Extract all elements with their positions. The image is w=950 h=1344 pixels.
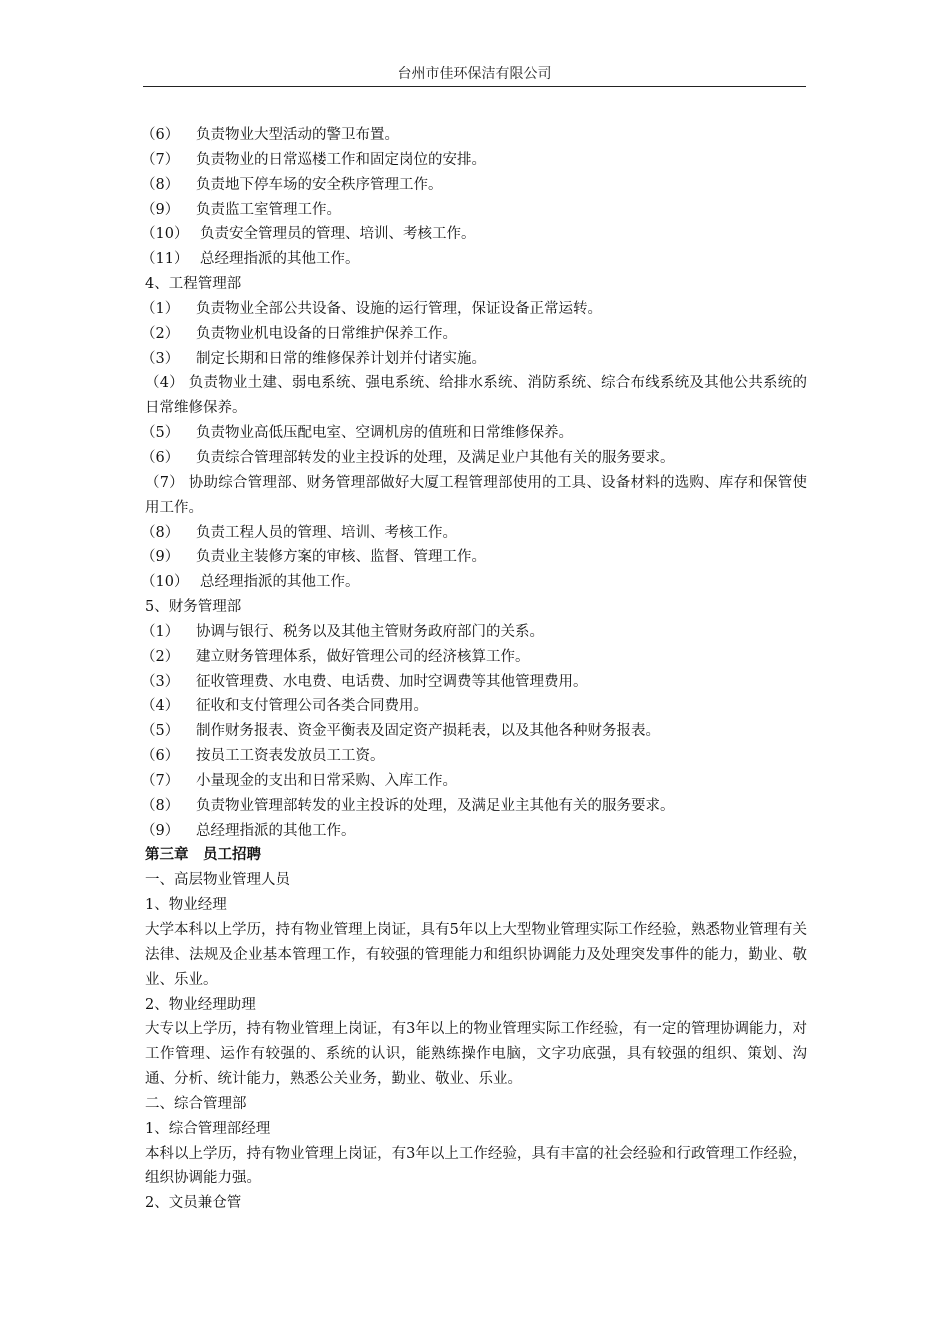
subsection-heading: 1、综合管理部经理	[145, 1120, 271, 1137]
paragraph: 本科以上学历，持有物业管理上岗证，有3年以上工作经验，具有丰富的社会经验和行政管理工作经验，组织协调能力强。	[145, 1145, 807, 1187]
list-item: （1） 负责物业全部公共设备、设施的运行管理，保证设备正常运转。	[141, 300, 602, 317]
list-item: （1） 协调与银行、税务以及其他主管财务政府部门的关系。	[141, 623, 544, 640]
list-item: （8） 负责物业管理部转发的业主投诉的处理，及满足业主其他有关的服务要求。	[141, 797, 675, 814]
list-item: （10） 总经理指派的其他工作。	[141, 574, 360, 591]
document-body	[141, 123, 807, 1216]
list-item: （2） 负责物业机电设备的日常维护保养工作。	[141, 325, 457, 342]
page-header	[143, 64, 806, 87]
subsection-heading: 2、文员兼仓管	[145, 1195, 242, 1212]
list-item: （5） 负责物业高低压配电室、空调机房的值班和日常维修保养。	[141, 425, 573, 442]
list-item: （6） 按员工工资表发放员工工资。	[141, 748, 385, 765]
section-heading: 二、综合管理部	[145, 1095, 247, 1112]
list-item: （11） 总经理指派的其他工作。	[141, 251, 360, 268]
list-item: （7） 小量现金的支出和日常采购、入库工作。	[141, 772, 457, 789]
company-name: 台州市佳环保洁有限公司	[397, 66, 552, 82]
list-item: （3） 制定长期和日常的维修保养计划并付诸实施。	[141, 350, 486, 367]
list-item: （2） 建立财务管理体系，做好管理公司的经济核算工作。	[141, 648, 530, 665]
section-heading-finance: 5、财务管理部	[145, 599, 242, 616]
section-heading: 一、高层物业管理人员	[145, 872, 290, 889]
subsection-heading: 1、物业经理	[145, 897, 227, 914]
list-item: （7） 负责物业的日常巡楼工作和固定岗位的安排。	[141, 151, 486, 168]
list-item: （10） 负责安全管理员的管理、培训、考核工作。	[141, 226, 476, 243]
subsection-heading: 2、物业经理助理	[145, 996, 256, 1013]
section-heading-engineering: 4、工程管理部	[145, 276, 242, 293]
list-item: （5） 制作财务报表、资金平衡表及固定资产损耗表，以及其他各种财务报表。	[141, 723, 660, 740]
paragraph: 大学本科以上学历，持有物业管理上岗证，具有5年以上大型物业管理实际工作经验，熟悉物业管理有关法律、法规及企业基本管理工作，有较强的管理能力和组织协调能力及处理突发事件的能力，勤业、敬业、乐业。	[145, 922, 807, 988]
list-item-wrapped: （7） 协助综合管理部、财务管理部做好大厦工程管理部使用的工具、设备材料的选购、库存和保管使用工作。	[145, 474, 807, 516]
list-item: （9） 负责业主装修方案的审核、监督、管理工作。	[141, 549, 486, 566]
list-item: （4） 征收和支付管理公司各类合同费用。	[141, 698, 428, 715]
list-item: （8） 负责工程人员的管理、培训、考核工作。	[141, 524, 457, 541]
list-item: （3） 征收管理费、水电费、电话费、加时空调费等其他管理费用。	[141, 673, 588, 690]
list-item: （6） 负责物业大型活动的警卫布置。	[141, 127, 399, 143]
list-item-wrapped: （4） 负责物业土建、弱电系统、强电系统、给排水系统、消防系统、综合布线系统及其他公共系统的日常维修保养。	[145, 375, 807, 417]
paragraph: 大专以上学历，持有物业管理上岗证，有3年以上的物业管理实际工作经验，有一定的管理协调能力，对工作管理、运作有较强的、系统的认识，能熟练操作电脑，文字功底强，具有较强的组织、策划、沟通、分析、统计能力，熟悉公关业务，勤业、敬业、乐业。	[145, 1021, 807, 1088]
list-item: （9） 负责监工室管理工作。	[141, 201, 341, 218]
list-item: （6） 负责综合管理部转发的业主投诉的处理，及满足业户其他有关的服务要求。	[141, 449, 675, 466]
chapter-heading: 第三章 员工招聘	[145, 846, 261, 864]
list-item: （9） 总经理指派的其他工作。	[141, 822, 356, 839]
list-item: （8） 负责地下停车场的安全秩序管理工作。	[141, 176, 443, 193]
